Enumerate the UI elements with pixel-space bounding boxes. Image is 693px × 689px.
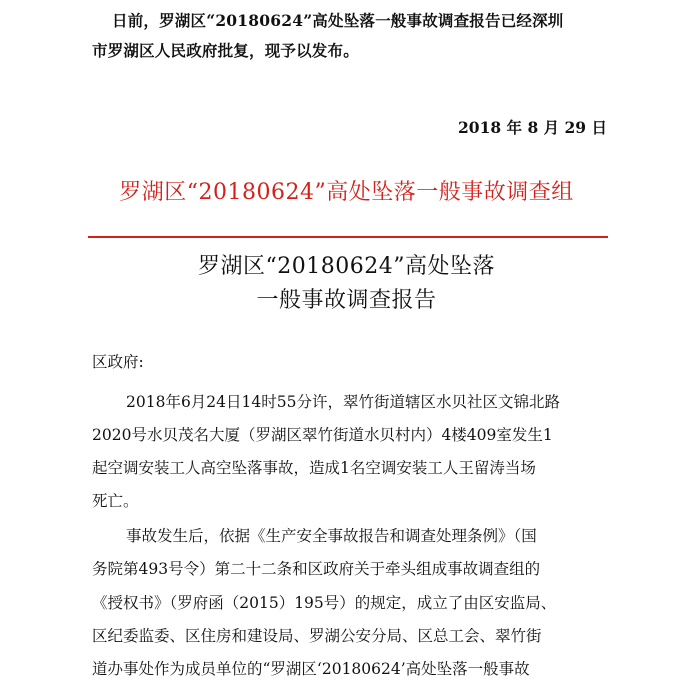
release-notice-line: 日前，罗湖区“20180624”高处坠落一般事故调查报告已经深圳 (112, 11, 564, 30)
red-divider-line (88, 236, 608, 238)
paragraph-line: 事故发生后，依据《生产安全事故报告和调查处理条例》（国 (126, 527, 537, 545)
release-notice-line: 市罗湖区人民政府批复，现予以发布。 (92, 41, 359, 60)
paragraph-line: 道办事处作为成员单位的“罗湖区‘20180624’高处坠落一般事故 (92, 660, 530, 678)
paragraph-line: 区纪委监委、区住房和建设局、罗湖公安分局、区总工会、翠竹街 (92, 627, 542, 645)
report-title-line: 罗湖区“20180624”高处坠落 (198, 254, 495, 279)
paragraph-line: 2018年6月24日14时55分许，翠竹街道辖区水贝社区文锦北路 (126, 393, 560, 411)
paragraph-line: 2020号水贝茂名大厦（罗湖区翠竹街道水贝村内）4楼409室发生1 (92, 426, 553, 444)
paragraph-line: 务院第493号令）第二十二条和区政府关于牵头组成事故调查组的 (92, 560, 541, 578)
paragraph-line: 死亡。 (92, 492, 139, 510)
report-title-line: 一般事故调查报告 (256, 288, 437, 313)
publish-date: 2018 年 8 月 29 日 (458, 118, 607, 137)
issuer-header: 罗湖区“20180624”高处坠落一般事故调查组 (119, 180, 574, 205)
salutation: 区政府: (92, 353, 144, 371)
paragraph-line: 起空调安装工人高空坠落事故，造成1名空调安装工人王留涛当场 (92, 459, 536, 477)
paragraph-line: 《授权书》（罗府函（2015）195号）的规定，成立了由区安监局、 (92, 594, 557, 612)
